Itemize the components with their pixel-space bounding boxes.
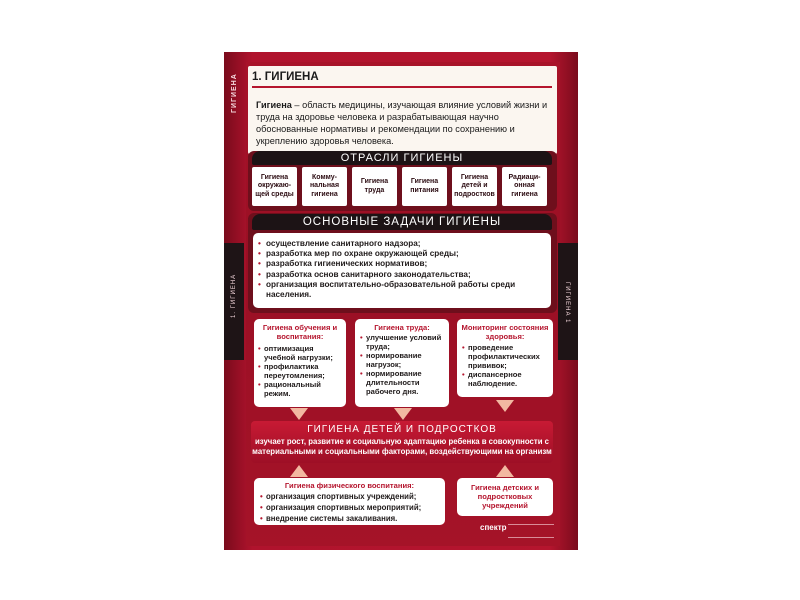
card-labor-title: Гигиена труда: (374, 323, 430, 332)
definition-text: – область медицины, изучающая влияние условий жизни и труда на здоровье человека и разрабатывающая научно обоснованные нормативы и рекомендации по сохранению и укреплению здоровья человека. (256, 100, 548, 146)
card-institutions-title: Гигиена детских и подростковых учреждений (470, 483, 539, 510)
list-item: • внедрение системы закаливания. (260, 513, 444, 524)
card-physical-title: Гигиена физического воспитания: (284, 481, 415, 490)
branch-environment: Гигиена окружаю-щей среды (252, 167, 297, 206)
card-monitoring-list (462, 343, 552, 388)
branch-nutrition: Гигиена питания (402, 167, 447, 206)
arrow-down-right-icon (496, 400, 514, 412)
side-label-left: 1. ГИГИЕНА (231, 273, 237, 318)
publisher-info (508, 524, 554, 538)
list-item: • улучшение условий труда; (360, 333, 448, 351)
side-label-top: ГИГИЕНА (231, 73, 238, 113)
card-education-title: Гигиена обучения и воспитания: (262, 323, 338, 341)
list-item: • рациональный режим. (258, 380, 344, 398)
list-item: • профилактика переутомления; (258, 362, 344, 380)
arrow-up-left-icon (290, 465, 308, 477)
arrow-down-center-icon (394, 408, 412, 420)
child-hygiene-title: ГИГИЕНА ДЕТЕЙ И ПОДРОСТКОВ (307, 424, 497, 435)
branch-communal: Комму-нальная гигиена (302, 167, 347, 206)
list-item: • осуществление санитарного надзора; (258, 239, 546, 249)
arrow-down-left-icon (290, 408, 308, 420)
branch-radiation: Радиаци-онная гигиена (502, 167, 547, 206)
card-physical-list (260, 491, 444, 524)
list-item: • организация спортивных мероприятий; (260, 502, 444, 513)
list-item: • разработка мер по охране окружающей среды; (258, 249, 546, 259)
list-item: • разработка основ санитарного законодательства; (258, 270, 546, 280)
list-item: • организация спортивных учреждений; (260, 491, 444, 502)
definition (256, 99, 556, 147)
card-labor-list (360, 333, 448, 396)
tasks-title: ОСНОВНЫЕ ЗАДАЧИ ГИГИЕНЫ (252, 214, 552, 230)
list-item: • организация воспитательно-образовательной работы среди населения. (258, 280, 546, 300)
branch-children: Гигиена детей и подростков (452, 167, 497, 206)
card-monitoring-title: Мониторинг состояния здоровья: (461, 323, 549, 341)
card-education-list (258, 344, 344, 398)
tasks-list (258, 239, 546, 300)
list-item: • разработка гигиенических нормативов; (258, 259, 546, 269)
arrow-up-right-icon (496, 465, 514, 477)
definition-term: Гигиена (256, 100, 292, 110)
list-item: • диспансерное наблюдение. (462, 370, 552, 388)
branch-labor: Гигиена труда (352, 167, 397, 206)
list-item: • оптимизация учебной нагрузки; (258, 344, 344, 362)
child-hygiene-text: изучает рост, развитие и социальную адаптацию ребенка в совокупности с материальными и социальными факторами, воздействующими на организм (252, 437, 552, 456)
page-title: 1. ГИГИЕНА (252, 68, 552, 88)
list-item: • нормирование нагрузок; (360, 351, 448, 369)
branches-title: ОТРАСЛИ ГИГИЕНЫ (252, 151, 552, 165)
list-item: • проведение профилактических прививок; (462, 343, 552, 370)
publisher-logo: спектр (480, 523, 507, 532)
list-item: • нормирование длительности рабочего дня. (360, 369, 448, 396)
side-label-right: ГИГИЕНА 1 (564, 282, 570, 324)
